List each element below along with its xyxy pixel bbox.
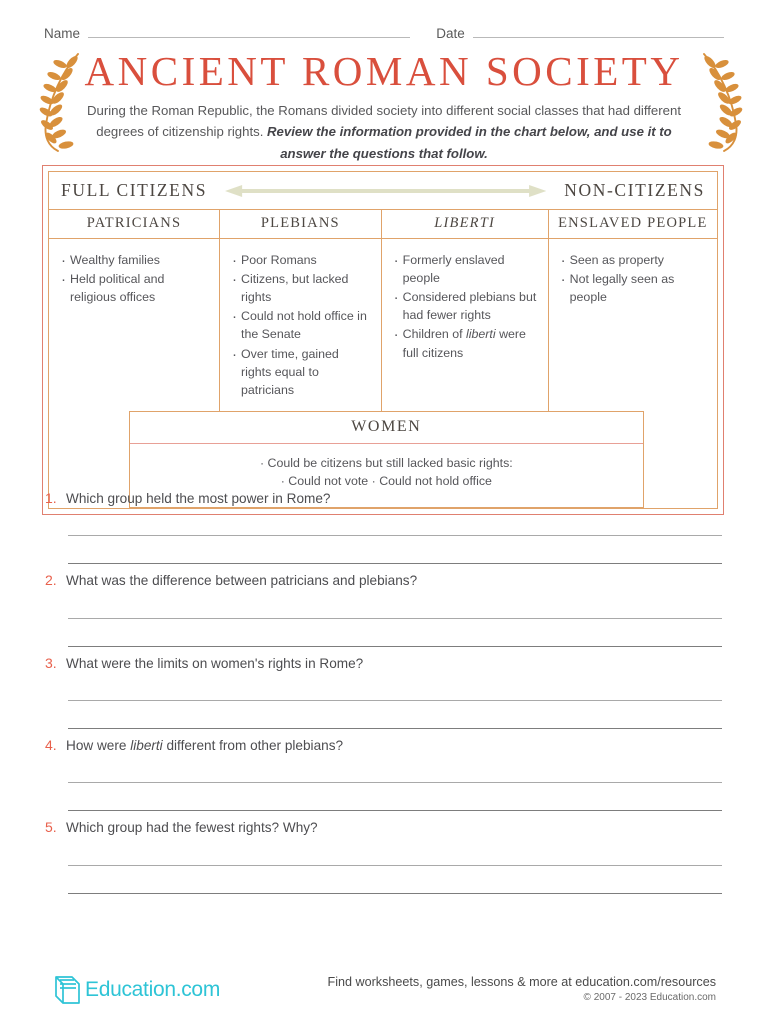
answer-lines bbox=[42, 782, 722, 811]
question-number: 3. bbox=[45, 654, 57, 671]
chart-cell-enslaved-people bbox=[549, 239, 717, 411]
title-block bbox=[0, 48, 768, 95]
liberti-list bbox=[394, 251, 538, 362]
list-item: · Seen as property bbox=[561, 251, 707, 269]
chart-header-patricians: PATRICIANS bbox=[49, 210, 220, 238]
date-label: Date bbox=[436, 26, 465, 41]
question-text: Which group had the fewest rights? Why? bbox=[66, 820, 318, 836]
tier-label-non-citizens: NON-CITIZENS bbox=[564, 180, 705, 200]
footer-text-block bbox=[328, 975, 716, 1003]
citizenship-spectrum-arrow-icon bbox=[225, 184, 546, 198]
footer-promo-text: Find worksheets, games, lessons & more at education.com/resources bbox=[327, 975, 716, 989]
answer-lines bbox=[42, 700, 722, 729]
intro-text: During the Roman Republic, the Romans divided society into different social classes that had different degrees of citizenship rights. bbox=[86, 103, 681, 140]
list-item: · Over time, gained rights equal to patricians bbox=[232, 345, 371, 399]
date-input-rule[interactable] bbox=[473, 37, 724, 38]
answer-line[interactable] bbox=[68, 646, 722, 647]
question-text: What was the difference between patricians and plebians? bbox=[66, 573, 418, 589]
question-row bbox=[42, 572, 722, 590]
chart-cell-liberti bbox=[382, 239, 549, 411]
question-text: What were the limits on women's rights in Rome? bbox=[66, 655, 364, 671]
page-title: ANCIENT ROMAN SOCIETY bbox=[84, 48, 684, 94]
answer-line[interactable] bbox=[68, 535, 722, 536]
question-item-4 bbox=[42, 737, 722, 811]
question-row bbox=[42, 490, 722, 508]
list-item: · Citizens, but lacked rights bbox=[232, 270, 371, 306]
women-line-1: · Could be citizens but still lacked basic rights: bbox=[259, 456, 513, 470]
name-field-group bbox=[44, 26, 410, 42]
list-item: · Held political and religious offices bbox=[61, 270, 209, 306]
question-item-1 bbox=[42, 490, 722, 564]
education-logo-pencil-icon bbox=[52, 974, 82, 1006]
answer-line[interactable] bbox=[68, 810, 722, 811]
question-row bbox=[42, 655, 722, 673]
list-item: · Could not hold office in the Senate bbox=[232, 307, 371, 343]
question-text: How were liberti different from other plebians? bbox=[66, 738, 344, 754]
name-input-rule[interactable] bbox=[88, 37, 410, 38]
question-item-3 bbox=[42, 655, 722, 729]
answer-line[interactable] bbox=[68, 700, 722, 701]
question-row bbox=[42, 737, 722, 755]
question-number: 1. bbox=[45, 490, 57, 506]
chart-header-liberti: LIBERTI bbox=[382, 210, 549, 238]
chart-header-row bbox=[49, 210, 717, 239]
answer-lines bbox=[42, 535, 722, 564]
education-logo-text: Education.com bbox=[85, 978, 221, 1001]
date-field-group bbox=[436, 26, 724, 42]
answer-lines bbox=[42, 618, 722, 647]
question-text: Which group held the most power in Rome? bbox=[66, 491, 331, 506]
chart-header-plebians: PLEBIANS bbox=[220, 210, 382, 238]
name-label: Name bbox=[44, 26, 81, 41]
social-classes-chart bbox=[42, 165, 724, 515]
list-item: · Poor Romans bbox=[232, 251, 371, 269]
footer bbox=[0, 956, 768, 1014]
women-line-2: · Could not vote · Could not hold office bbox=[280, 474, 492, 489]
answer-line[interactable] bbox=[68, 618, 722, 619]
list-item: · Considered plebians but had fewer rights bbox=[394, 288, 538, 324]
questions-list bbox=[42, 490, 722, 902]
chart-body-row bbox=[49, 239, 717, 411]
intro-emphasis: Review the information provided in the chart below, and use it to answer the questions that follow. bbox=[267, 124, 672, 161]
chart-inner-frame bbox=[48, 171, 718, 509]
answer-lines bbox=[42, 865, 722, 894]
tier-label-full-citizens: FULL CITIZENS bbox=[61, 180, 208, 200]
answer-line[interactable] bbox=[68, 728, 722, 729]
question-row bbox=[42, 819, 722, 837]
chart-cell-plebians bbox=[220, 239, 382, 411]
chart-cell-patricians bbox=[49, 239, 220, 411]
answer-line[interactable] bbox=[68, 782, 722, 783]
question-number: 2. bbox=[45, 572, 57, 589]
women-heading: WOMEN bbox=[130, 412, 642, 444]
list-item: · Children of liberti were full citizens bbox=[394, 325, 538, 361]
plebians-list bbox=[232, 251, 371, 399]
answer-line[interactable] bbox=[68, 563, 722, 564]
question-item-5 bbox=[42, 819, 722, 893]
answer-line[interactable] bbox=[68, 893, 722, 894]
name-date-row bbox=[44, 26, 724, 42]
chart-header-enslaved-people: ENSLAVED PEOPLE bbox=[558, 215, 708, 231]
footer-copyright: © 2007 - 2023 Education.com bbox=[583, 992, 716, 1003]
question-item-2 bbox=[42, 572, 722, 646]
question-number: 5. bbox=[45, 819, 57, 836]
education-com-logo[interactable] bbox=[52, 974, 220, 1006]
list-item: · Not legally seen as people bbox=[561, 270, 707, 306]
question-number: 4. bbox=[45, 737, 57, 754]
patricians-list bbox=[61, 251, 209, 306]
list-item: · Formerly enslaved people bbox=[394, 251, 538, 287]
answer-line[interactable] bbox=[68, 865, 722, 866]
chart-tier-row bbox=[49, 172, 717, 210]
intro-paragraph bbox=[84, 100, 684, 164]
list-item: · Wealthy families bbox=[61, 251, 209, 269]
enslaved-people-list bbox=[561, 251, 707, 306]
